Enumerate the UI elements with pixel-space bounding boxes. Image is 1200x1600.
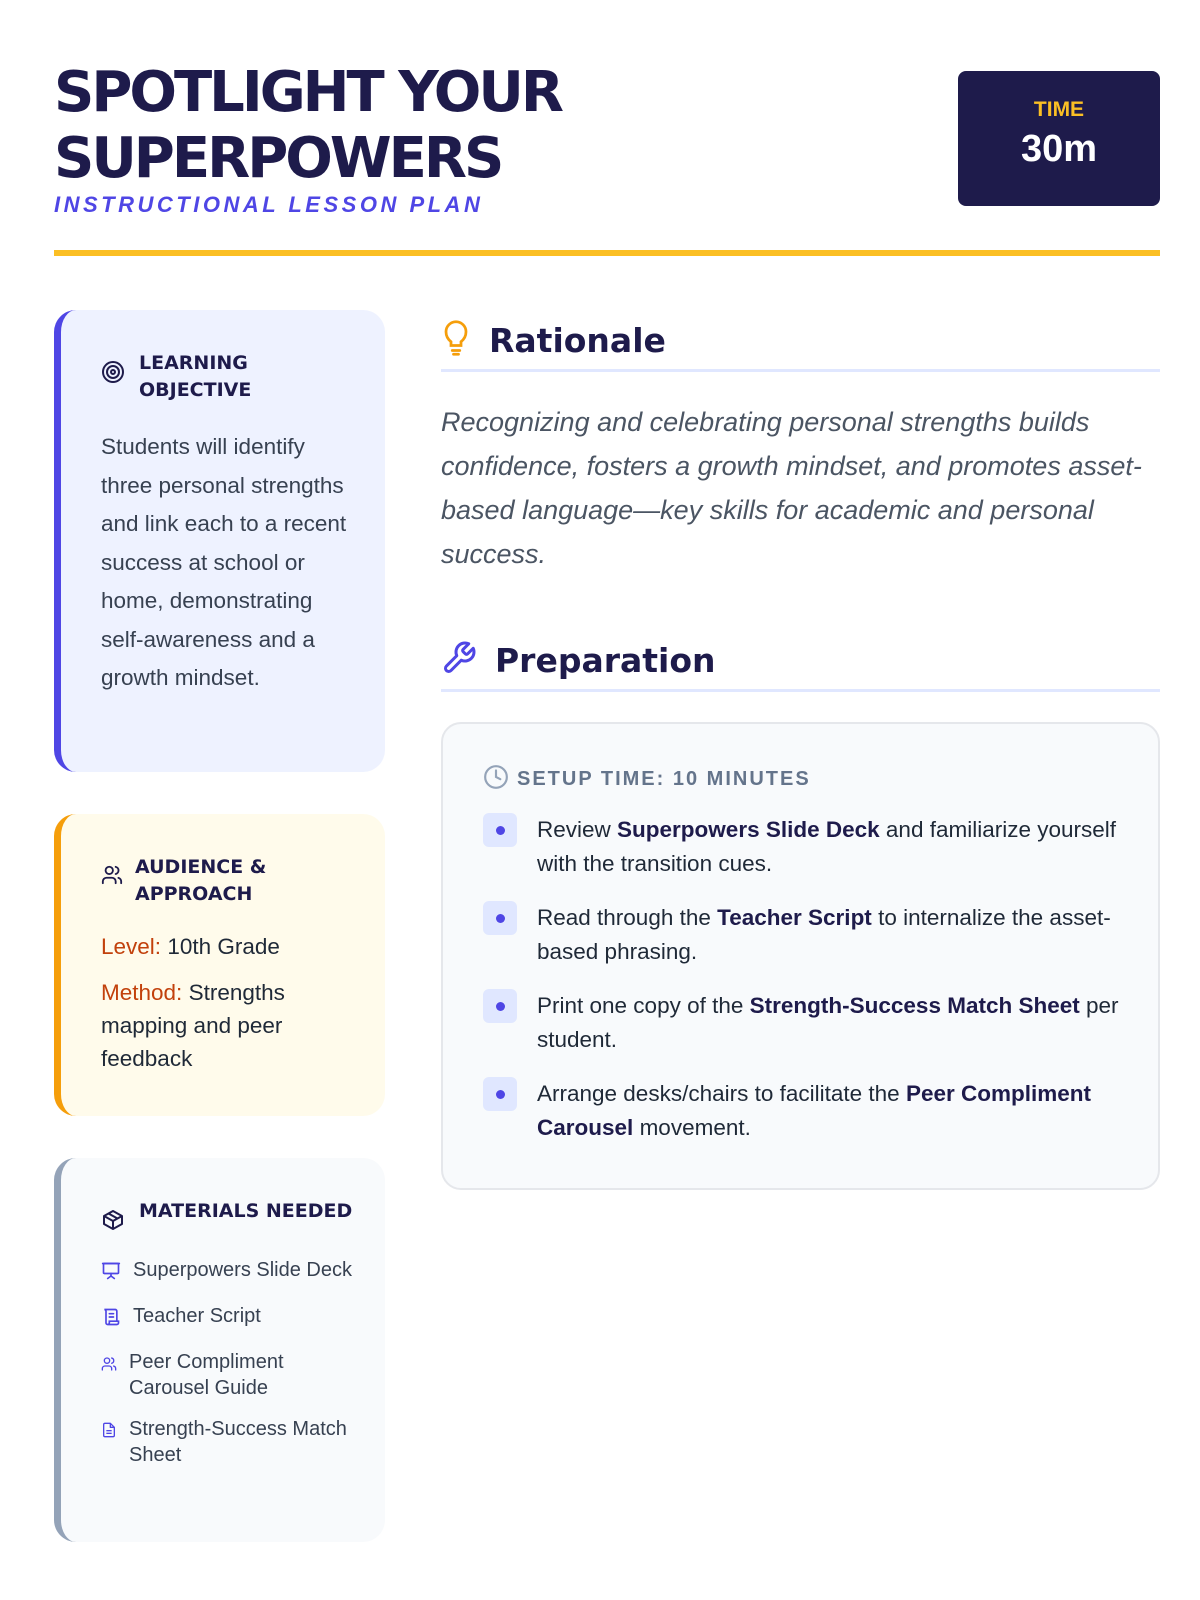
scroll-icon bbox=[101, 1307, 121, 1334]
prep-item-after: movement. bbox=[639, 1115, 751, 1140]
preparation-heading bbox=[441, 632, 1160, 692]
material-item bbox=[101, 1416, 355, 1468]
material-label: Peer Compliment Carousel Guide bbox=[129, 1351, 284, 1399]
prep-item-before: Review bbox=[537, 817, 611, 842]
learning-objective-heading bbox=[101, 350, 355, 404]
audience-approach-card bbox=[54, 814, 385, 1116]
bullet-icon bbox=[483, 813, 517, 847]
header bbox=[54, 60, 1160, 256]
rationale-heading bbox=[441, 312, 1160, 372]
users-icon bbox=[101, 1353, 117, 1379]
bullet-icon bbox=[483, 901, 517, 935]
level-label: Level: bbox=[101, 934, 162, 959]
material-label: Teacher Script bbox=[133, 1305, 261, 1327]
prep-item-after: to internalize the asset-based phrasing. bbox=[537, 905, 1111, 964]
material-item bbox=[101, 1303, 355, 1334]
target-icon bbox=[101, 360, 125, 389]
bullet-icon bbox=[483, 1077, 517, 1111]
page-subtitle: INSTRUCTIONAL LESSON PLAN bbox=[54, 192, 484, 217]
learning-objective-title: LEARNING OBJECTIVE bbox=[139, 352, 252, 401]
presentation-icon bbox=[101, 1261, 121, 1288]
prep-item-before: Read through the bbox=[537, 905, 711, 930]
method-value: Strengths mapping and peer feedback bbox=[101, 980, 285, 1071]
learning-objective-card bbox=[54, 310, 385, 772]
bullet-icon bbox=[483, 989, 517, 1023]
material-item bbox=[101, 1349, 355, 1401]
learning-objective-text: Students will identify three personal strengths and link each to a recent success at school or home, demonstrating self-awareness and a growth mindset. bbox=[101, 434, 347, 690]
rationale-title: Rationale bbox=[489, 321, 666, 360]
setup-time-row bbox=[483, 764, 1158, 795]
material-item bbox=[101, 1257, 355, 1288]
audience-approach-title: AUDIENCE & APPROACH bbox=[135, 856, 267, 905]
audience-approach-heading bbox=[101, 854, 355, 908]
time-badge bbox=[958, 71, 1160, 206]
materials-list bbox=[101, 1257, 355, 1468]
preparation-title: Preparation bbox=[495, 641, 716, 680]
material-label: Superpowers Slide Deck bbox=[133, 1259, 352, 1281]
package-icon bbox=[101, 1208, 125, 1237]
prep-item-before: Arrange desks/chairs to facilitate the bbox=[537, 1081, 900, 1106]
page-title: SPOTLIGHT YOUR SUPERPOWERS bbox=[54, 60, 561, 191]
prep-item-before: Print one copy of the bbox=[537, 993, 744, 1018]
prep-item-highlight: Teacher Script bbox=[717, 905, 872, 930]
lightbulb-icon bbox=[441, 319, 471, 362]
header-divider bbox=[54, 250, 1160, 256]
prep-item-highlight: Superpowers Slide Deck bbox=[617, 817, 880, 842]
preparation-list bbox=[483, 813, 1158, 1145]
preparation-item bbox=[483, 901, 1123, 969]
file-icon bbox=[101, 1420, 117, 1446]
prep-item-after: per student. bbox=[537, 993, 1119, 1052]
clock-icon bbox=[483, 764, 509, 795]
method-label: Method: bbox=[101, 980, 183, 1005]
preparation-item bbox=[483, 813, 1123, 881]
preparation-item bbox=[483, 1077, 1123, 1145]
time-label: TIME bbox=[1033, 98, 1085, 121]
prep-item-after: and familiarize yourself with the transition cues. bbox=[537, 817, 1117, 876]
prep-item-highlight: Peer Compliment Carousel bbox=[537, 1081, 1091, 1140]
wrench-icon bbox=[441, 640, 477, 681]
audience-method bbox=[101, 976, 355, 1075]
materials-card bbox=[54, 1158, 385, 1542]
preparation-item bbox=[483, 989, 1123, 1057]
level-value: 10th Grade bbox=[167, 934, 280, 959]
prep-item-highlight: Strength-Success Match Sheet bbox=[749, 993, 1080, 1018]
setup-time-text: SETUP TIME: 10 MINUTES bbox=[517, 768, 811, 790]
users-icon bbox=[101, 864, 123, 891]
rationale-text: Recognizing and celebrating personal strengths builds confidence, fosters a growth mindset, and promotes asset-based language—key skills for academic and personal success. bbox=[441, 407, 1142, 569]
time-value: 30m bbox=[1020, 128, 1098, 170]
materials-heading bbox=[101, 1198, 355, 1237]
materials-title: MATERIALS NEEDED bbox=[139, 1200, 353, 1222]
material-label: Strength-Success Match Sheet bbox=[129, 1418, 347, 1466]
audience-level bbox=[101, 930, 355, 963]
preparation-box bbox=[441, 722, 1160, 1190]
